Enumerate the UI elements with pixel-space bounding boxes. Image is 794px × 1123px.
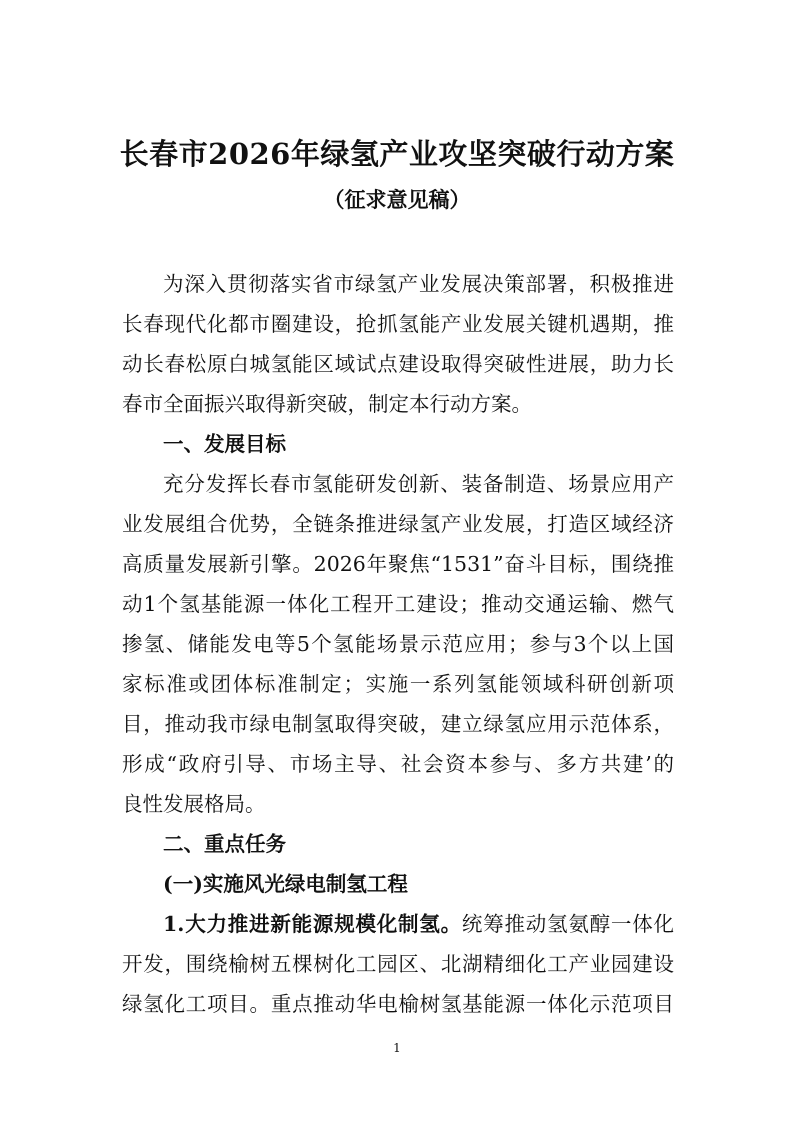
item-text: 统筹推动氢氨醇一体化 (461, 912, 675, 936)
paragraph-line: 绿氢化工项目。重点推动华电榆树氢基能源一体化示范项目 (122, 992, 674, 1016)
paragraph-line: 目，推动我市绿电制氢取得突破，建立绿氢应用示范体系， (122, 712, 674, 736)
document-title: 长春市2026年绿氢产业攻坚突破行动方案 (119, 137, 675, 171)
section-heading-goals: 一、发展目标 (163, 432, 286, 456)
subsection-heading: (一)实施风光绿电制氢工程 (163, 872, 408, 896)
item-line (163, 904, 674, 944)
item-title: 1.大力推进新能源规模化制氢。 (163, 912, 462, 936)
document-subtitle: （征求意见稿） (323, 187, 471, 212)
intro-line: 动长春松原白城氢能区域试点建设取得突破性进展，助力长 (122, 352, 674, 376)
paragraph-line: 掺氢、储能发电等5个氢能场景示范应用；参与3个以上国 (122, 632, 674, 656)
page-number: 1 (393, 1041, 401, 1055)
paragraph-line: 开发，围绕榆树五棵树化工园区、北湖精细化工产业园建设 (122, 952, 674, 976)
section-heading-tasks: 二、重点任务 (163, 832, 286, 856)
paragraph-line: 高质量发展新引擎。2026年聚焦“1531”奋斗目标，围绕推 (122, 552, 674, 576)
paragraph-line: 充分发挥长春市氢能研发创新、装备制造、场景应用产 (163, 472, 674, 496)
paragraph-line: 动1个氢基能源一体化工程开工建设；推动交通运输、燃气 (122, 592, 674, 616)
intro-line: 长春现代化都市圈建设，抢抓氢能产业发展关键机遇期，推 (122, 312, 674, 336)
paragraph-line: 业发展组合优势，全链条推进绿氢产业发展，打造区域经济 (122, 512, 674, 536)
paragraph-line: 家标准或团体标准制定；实施一系列氢能领域科研创新项 (122, 672, 674, 696)
paragraph-line: 形成“政府引导、市场主导、社会资本参与、多方共建’的 (122, 752, 674, 776)
intro-line: 为深入贯彻落实省市绿氢产业发展决策部署，积极推进 (163, 272, 674, 296)
intro-line: 春市全面振兴取得新突破，制定本行动方案。 (122, 392, 532, 416)
paragraph-line: 良性发展格局。 (122, 792, 266, 816)
